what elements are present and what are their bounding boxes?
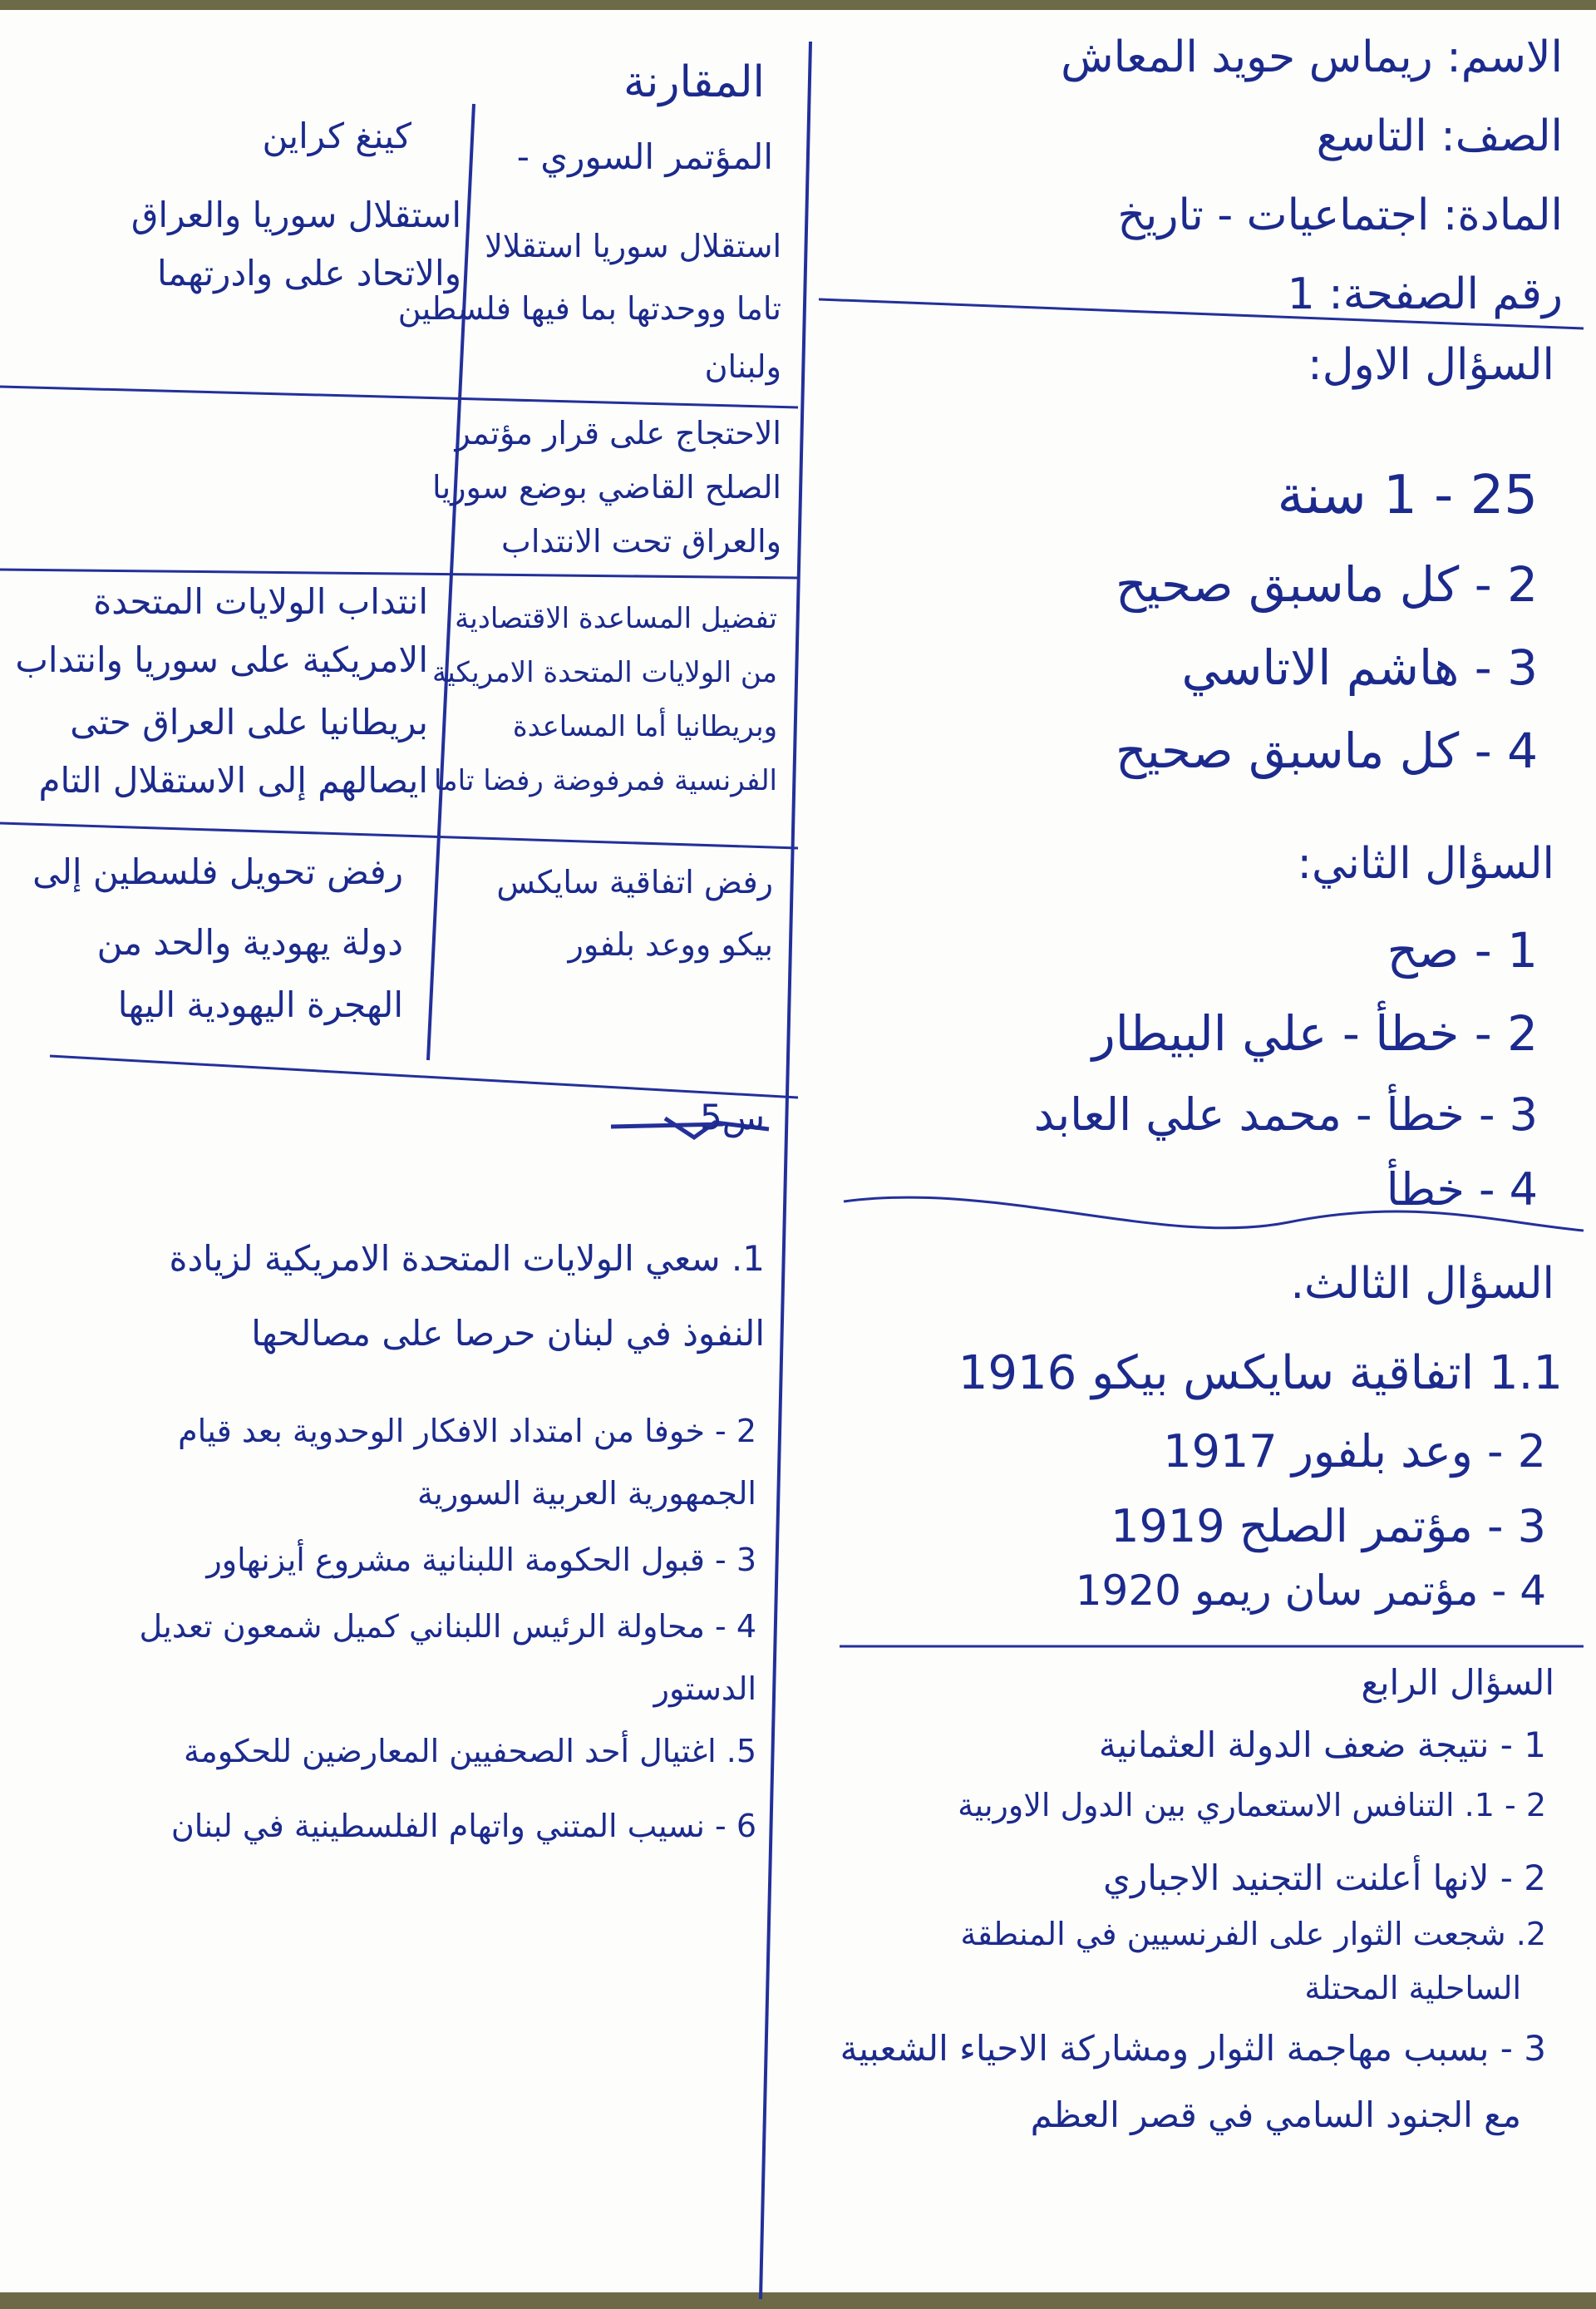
row3-col1-line1: تفضيل المساعدة الاقتصادية bbox=[455, 602, 777, 635]
q3-answer-3: 3 - مؤتمر الصلح 1919 bbox=[1111, 1500, 1546, 1552]
q5-answer-4a: 4 - محاولة الرئيس اللبناني كميل شمعون تعديل bbox=[139, 1608, 756, 1645]
page-number: رقم الصفحة: 1 bbox=[1287, 269, 1563, 319]
q5-answer-1a: 1. سعي الولايات المتحدة الامريكية لزيادة bbox=[169, 1238, 765, 1279]
q2-answer-2: 2 - خطأ - علي البيطار bbox=[1091, 1005, 1538, 1062]
q4-answer-7: مع الجنود السامي في قصر العظم bbox=[1030, 2094, 1521, 2135]
q5-answer-3: 3 - قبول الحكومة اللبنانية مشروع أيزنهاور bbox=[206, 1542, 756, 1578]
row4-col2-line1: رفض تحويل فلسطين إلى bbox=[32, 851, 403, 892]
q4-answer-4: 2. شجعت الثوار على الفرنسيين في المنطقة bbox=[960, 1916, 1546, 1952]
q1-answer-4: 4 - كل ماسبق صحيح bbox=[1116, 723, 1538, 779]
q4-title: السؤال الرابع bbox=[1361, 1662, 1554, 1703]
q1-answer-3: 3 - هاشم الاتاسي bbox=[1181, 639, 1538, 696]
q4-answer-2: 2 - 1. التنافس الاستعماري بين الدول الاوربية bbox=[958, 1787, 1546, 1823]
q3-answer-4: 4 - مؤتمر سان ريمو 1920 bbox=[1075, 1566, 1546, 1615]
q4-answer-5: الساحلية المحتلة bbox=[1304, 1970, 1521, 2006]
q1-answer-1: 25 - 1 سنة bbox=[1277, 465, 1538, 526]
row2-col1-line3: والعراق تحت الانتداب bbox=[501, 523, 781, 560]
q2-answer-3: 3 - خطأ - محمد علي العابد bbox=[1033, 1088, 1538, 1141]
q2-answer-1: 1 - صح bbox=[1387, 922, 1538, 979]
table-row-line-3 bbox=[0, 823, 798, 848]
q3-title: السؤال الثالث. bbox=[1290, 1259, 1554, 1309]
q5-title: س5 bbox=[699, 1097, 765, 1137]
row3-col2-line2: الامريكية على سوريا وانتداب bbox=[15, 639, 428, 680]
q3-answer-1: 1.1 اتفاقية سايكس بيكو 1916 bbox=[958, 1346, 1563, 1400]
row3-col2-line1: انتداب الولايات المتحدة bbox=[93, 581, 428, 622]
comparison-title: المقارنة bbox=[623, 57, 765, 107]
table-bottom-line bbox=[50, 1056, 798, 1098]
row3-col2-line3: بريطانيا على العراق حتى bbox=[70, 702, 428, 743]
q4-answer-1: 1 - نتيجة ضعف الدولة العثمانية bbox=[1098, 1724, 1546, 1765]
q5-answer-5: 5. اغتيال أحد الصحفيين المعارضين للحكومة bbox=[184, 1733, 756, 1769]
row2-col1-line1: الاحتجاج على قرار مؤتمر bbox=[455, 415, 781, 451]
q1-answer-2: 2 - كل ماسبق صحيح bbox=[1116, 556, 1538, 613]
q5-answer-2b: الجمهورية العربية السورية bbox=[416, 1475, 756, 1512]
table-inner-divider bbox=[428, 104, 474, 1060]
student-grade: الصف: التاسع bbox=[1316, 111, 1563, 161]
q5-answer-6: 6 - نسيب المتني واتهام الفلسطينية في لبنان bbox=[170, 1808, 756, 1844]
q1-title: السؤال الاول: bbox=[1308, 340, 1554, 390]
row3-col2-line4: ايصالهم إلى الاستقلال التام bbox=[38, 760, 428, 801]
row3-col1-line2: من الولايات المتحدة الامريكية bbox=[432, 656, 777, 689]
q5-answer-1b: النفوذ في لبنان حرصا على مصالحها bbox=[251, 1313, 765, 1354]
comparison-col2-header: كينغ كراين bbox=[262, 116, 411, 156]
row1-col1-line1: استقلال سوريا استقلالا bbox=[485, 228, 781, 264]
row2-col1-line2: الصلح القاضي بوضع سوريا bbox=[432, 469, 781, 506]
table-row-line-1 bbox=[0, 387, 798, 407]
subject-line: المادة: اجتماعيات - تاريخ bbox=[1117, 190, 1563, 240]
row4-col2-line2: دولة يهودية والحد من bbox=[96, 922, 403, 963]
q2-answer-4: 4 - خطأ bbox=[1386, 1163, 1538, 1216]
table-row-line-2 bbox=[0, 570, 798, 578]
comparison-col1-header: المؤتمر السوري - bbox=[516, 136, 773, 177]
row3-col1-line4: الفرنسية فمرفوضة رفضا تاما bbox=[434, 764, 777, 797]
row3-col1-line3: وبريطانيا أما المساعدة bbox=[512, 710, 777, 743]
row1-col2-line2: والاتحاد على وادرتهما bbox=[157, 253, 461, 294]
q5-answer-4b: الدستور bbox=[653, 1670, 756, 1707]
q5-answer-2a: 2 - خوفا من امتداد الافكار الوحدوية بعد قيام bbox=[178, 1413, 756, 1449]
q4-answer-3: 2 - لانها أعلنت التجنيد الاجباري bbox=[1103, 1858, 1546, 1898]
row1-col1-line3: ولبنان bbox=[704, 348, 781, 385]
row4-col1-line1: رفض اتفاقية سايكس bbox=[496, 864, 773, 900]
student-name: الاسم: ريماس حويد المعاش bbox=[1061, 32, 1563, 82]
q3-answer-2: 2 - وعد بلفور 1917 bbox=[1163, 1425, 1546, 1478]
q2-title: السؤال الثاني: bbox=[1297, 839, 1554, 889]
row1-col1-line2: تاما ووحدتها بما فيها فلسطين bbox=[397, 290, 781, 327]
row4-col2-line3: الهجرة اليهودية اليها bbox=[117, 984, 403, 1025]
row1-col2-line1: استقلال سوريا والعراق bbox=[131, 195, 461, 235]
row4-col1-line2: بيكو ووعد بلفور bbox=[568, 926, 773, 963]
q4-answer-6: 3 - بسبب مهاجمة الثوار ومشاركة الاحياء الشعبية bbox=[840, 2028, 1546, 2069]
